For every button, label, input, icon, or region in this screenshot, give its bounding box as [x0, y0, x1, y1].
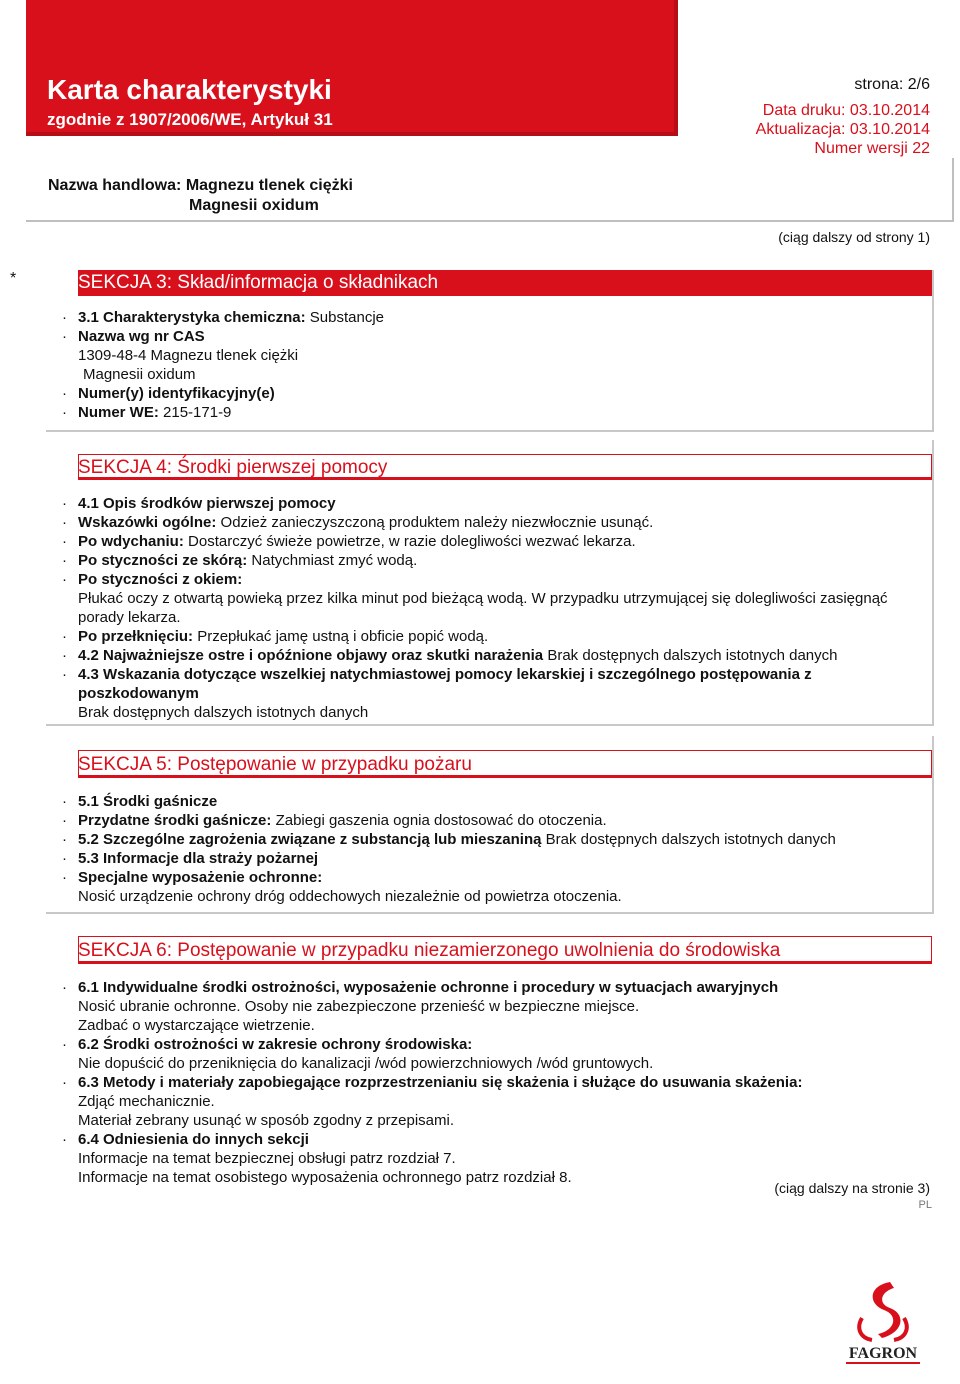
s5-line: Nosić urządzenie ochrony dróg oddechowych niezależnie od powietrza otoczenia.	[78, 888, 622, 905]
s5-line: · Specjalne wyposażenie ochronne:	[62, 869, 323, 886]
section-5-title: SEKCJA 5: Postępowanie w przypadku pożaru	[78, 754, 472, 775]
logo-swirl-icon	[873, 1282, 901, 1338]
s6-line: Zadbać o wystarczające wietrzenie.	[78, 1017, 315, 1034]
s5-line: · 5.2 Szczególne zagrożenia związane z substancją lub mieszaniną Brak dostępnych dalszych istotnych danych	[62, 831, 836, 848]
header-banner	[26, 0, 678, 136]
s3-line: · Nazwa wg nr CAS	[62, 328, 205, 345]
section-6	[46, 922, 932, 1186]
s5-line: · 5.1 Środki gaśnicze	[62, 793, 218, 810]
s4-line: · Po wdychaniu: Dostarczyć świeże powietrze, w razie dolegliwości wezwać lekarza.	[62, 533, 636, 550]
version-number: Numer wersji 22	[814, 140, 930, 157]
section-5	[46, 736, 934, 914]
s3-line: 1309-48-4 Magnezu tlenek ciężki	[78, 347, 299, 364]
s6-line: · 6.2 Środki ostrożności w zakresie ochrony środowiska:	[62, 1036, 473, 1053]
s4-line: · Po styczności z okiem:	[62, 571, 243, 588]
section-4-title: SEKCJA 4: Środki pierwszej pomocy	[78, 457, 388, 478]
s6-line: Informacje na temat osobistego wyposażenia ochronnego patrz rozdział 8.	[78, 1169, 572, 1186]
s4-line: · 4.2 Najważniejsze ostre i opóźnione objawy oraz skutki narażenia Brak dostępnych dalszych istotnych danych	[62, 647, 838, 664]
s4-line: · Wskazówki ogólne: Odzież zanieczyszczoną produktem należy niezwłocznie usunąć.	[62, 514, 654, 531]
s6-line: Nosić ubranie ochronne. Osoby nie zabezpieczone przenieść w bezpieczne miejsce.	[78, 998, 640, 1015]
section-6-content	[62, 978, 904, 1187]
section-3	[46, 270, 934, 432]
trade-name	[48, 176, 353, 216]
print-date: Data druku: 03.10.2014	[762, 102, 930, 119]
section-4-content	[62, 494, 904, 722]
s3-line: · 3.1 Charakterystyka chemiczna: Substancje	[62, 309, 385, 326]
s6-line: Materiał zebrany usunąć w sposób zgodny z przepisami.	[78, 1112, 455, 1129]
logo-text: FAGRON	[848, 1345, 918, 1362]
s6-line: Nie dopuścić do przeniknięcia do kanalizacji /wód powierzchniowych /wód gruntowych.	[78, 1055, 654, 1072]
s3-line: Magnesii oxidum	[83, 366, 196, 383]
s6-line: Zdjąć mechanicznie.	[78, 1093, 215, 1110]
s4-line: Brak dostępnych dalszych istotnych danych	[78, 704, 369, 721]
s4-line: Płukać oczy z otwartą powieką przez kilka minut pod bieżącą wodą. W przypadku utrzymującej się dolegliwości zasięgnąć porady lekarza.	[78, 590, 888, 626]
s4-line: · 4.3 Wskazania dotyczące wszelkiej natychmiastowej pomocy lekarskiej i szczególnego postępowania z poszkodowanym	[62, 666, 812, 702]
section-4	[46, 440, 934, 726]
update-date: Aktualizacja: 03.10.2014	[755, 121, 930, 138]
s6-line: · 6.1 Indywidualne środki ostrożności, wyposażenie ochronne i procedury w sytuacjach awaryjnych	[62, 979, 779, 996]
section-3-content	[62, 308, 904, 422]
continued-from: (ciąg dalszy od strony 1)	[778, 229, 930, 245]
language-code: PL	[918, 1199, 932, 1211]
s4-line: · 4.1 Opis środków pierwszej pomocy	[62, 495, 336, 512]
s3-line: · Numer WE: 215-171-9	[62, 404, 232, 421]
trade-name-label: Nazwa handlowa:	[48, 177, 182, 194]
page-number: strona: 2/6	[854, 76, 930, 93]
fagron-logo	[838, 1278, 928, 1378]
document-title: Karta charakterystyki	[47, 74, 332, 105]
section-5-content	[62, 792, 904, 906]
document-subtitle: zgodnie z 1907/2006/WE, Artykuł 31	[47, 110, 333, 129]
s6-line: Informacje na temat bezpiecznej obsługi patrz rozdział 7.	[78, 1150, 456, 1167]
section-6-title: SEKCJA 6: Postępowanie w przypadku niezamierzonego uwolnienia do środowiska	[78, 940, 781, 961]
section-3-title: SEKCJA 3: Skład/informacja o składnikach	[78, 272, 439, 293]
s6-line: · 6.4 Odniesienia do innych sekcji	[62, 1131, 309, 1148]
trade-name-alt: Magnesii oxidum	[189, 197, 319, 214]
trade-name-box	[26, 158, 954, 222]
trade-name-value: Magnezu tlenek ciężki	[185, 177, 353, 194]
s3-line: · Numer(y) identyfikacyjny(e)	[62, 385, 275, 402]
s4-line: · Po przełknięciu: Przepłukać jamę ustną i obficie popić wodą.	[62, 628, 489, 645]
s5-line: · Przydatne środki gaśnicze: Zabiegi gaszenia ognia dostosować do otoczenia.	[62, 812, 607, 829]
continued-to: (ciąg dalszy na stronie 3)	[774, 1180, 930, 1196]
document-meta	[756, 101, 930, 158]
change-marker: *	[10, 270, 17, 287]
s6-line: · 6.3 Metody i materiały zapobiegające rozprzestrzenianiu się skażenia i służące do usuwania skażenia:	[62, 1074, 803, 1091]
s5-line: · 5.3 Informacje dla straży pożarnej	[62, 850, 319, 867]
s4-line: · Po styczności ze skórą: Natychmiast zmyć wodą.	[62, 552, 418, 569]
